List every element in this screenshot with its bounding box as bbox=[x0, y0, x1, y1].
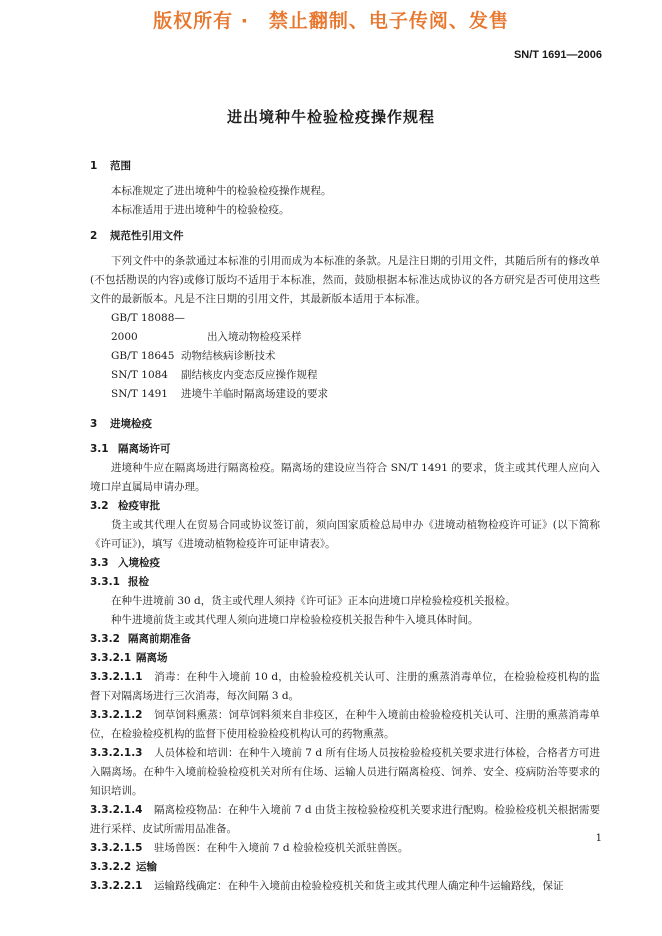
section-number: 2 bbox=[90, 230, 98, 242]
section-heading bbox=[90, 415, 600, 434]
subsection-number: 3.3.1 bbox=[90, 576, 120, 588]
section-title: 范围 bbox=[110, 160, 131, 172]
reference-name: 进境牛羊临时隔离场建设的要求 bbox=[181, 388, 328, 400]
subsection-heading bbox=[90, 649, 600, 668]
document-body bbox=[90, 154, 600, 896]
reference-code: GB/T 18088—2000 bbox=[111, 312, 185, 343]
subsection-number: 3.2 bbox=[90, 500, 109, 512]
section-title: 规范性引用文件 bbox=[110, 230, 184, 242]
numbered-clause bbox=[90, 877, 600, 896]
reference-name: 动物结核病诊断技术 bbox=[181, 350, 276, 362]
clause-text: 驻场兽医：在种牛入境前 7 d 检验检疫机关派驻兽医。 bbox=[154, 842, 409, 854]
reference-name: 副结核皮内变态反应操作规程 bbox=[181, 369, 318, 381]
paragraph: 下列文件中的条款通过本标准的引用而成为本标准的条款。凡是注日期的引用文件，其随后所有的修改单(不包括勘误的内容)或修订版均不适用于本标准，然而，鼓励根据本标准达成协议的各方研究是否可使用这些文件的最新版本。凡是不注日期的引用文件，其最新版本适用于本标准。 bbox=[90, 255, 600, 305]
numbered-clause bbox=[90, 744, 600, 801]
subsection-number: 3.3.2.1 bbox=[90, 652, 132, 664]
clause-number: 3.3.2.1.5 bbox=[90, 842, 143, 854]
standard-number: SN/T 1691—2006 bbox=[513, 49, 602, 61]
subsection-heading bbox=[90, 630, 600, 649]
reference-code: GB/T 18645 bbox=[111, 350, 175, 362]
section-heading bbox=[90, 227, 600, 246]
subsection-number: 3.1 bbox=[90, 443, 109, 455]
section-number: 1 bbox=[90, 160, 98, 172]
clause-text: 人员体检和培训：在种牛入境前 7 d 所有住场人员按检验检疫机关要求进行体检，合格者方可进入隔离场。在种牛入境前检验检疫机关对所有住场、运输人员进行隔离检疫、饲养、安全、疫病防治等要求的知识培训。 bbox=[90, 747, 600, 797]
reference-name: 出入境动物检疫采样 bbox=[207, 331, 302, 343]
section-heading bbox=[90, 157, 600, 176]
clause-text: 隔离检疫物品：在种牛入境前 7 d 由货主按检验检疫机关要求进行配购。检验检疫机关根据需要进行采样、皮试所需用品准备。 bbox=[90, 804, 600, 835]
reference-item bbox=[90, 366, 600, 385]
document-title: 进出境种牛检验检疫操作规程 bbox=[226, 108, 435, 126]
subsection-title: 报检 bbox=[128, 576, 149, 588]
clause-number: 3.3.2.2.1 bbox=[90, 880, 143, 892]
paragraph: 进境种牛应在隔离场进行隔离检疫。隔离场的建设应当符合 SN/T 1491 的要求，货主或其代理人应向入境口岸直属局申请办理。 bbox=[90, 462, 600, 493]
copyright-banner: 版权所有 · 禁止翻制、电子传阅、发售 bbox=[153, 10, 509, 32]
paragraph: 在种牛进境前 30 d，货主或代理人须持《许可证》正本向进境口岸检验检疫机关报检。 bbox=[111, 595, 516, 607]
subsection-title: 隔离场 bbox=[136, 652, 168, 664]
page-number: 1 bbox=[595, 833, 602, 844]
clause-text: 消毒：在种牛入境前 10 d，由检验检疫机关认可、注册的熏蒸消毒单位，在检验检疫机构的监督下对隔离场进行三次消毒，每次间隔 3 d。 bbox=[90, 671, 600, 702]
subsection-heading bbox=[90, 573, 600, 592]
subsection-title: 运输 bbox=[136, 861, 157, 873]
subsection-number: 3.3.2 bbox=[90, 633, 120, 645]
subsection-number: 3.3.2.2 bbox=[90, 861, 132, 873]
reference-code: SN/T 1491 bbox=[111, 388, 168, 400]
reference-item bbox=[90, 347, 600, 366]
subsection-heading bbox=[90, 497, 600, 516]
clause-number: 3.3.2.1.2 bbox=[90, 709, 143, 721]
subsection-title: 入境检疫 bbox=[118, 557, 160, 569]
subsection-title: 检疫审批 bbox=[118, 500, 160, 512]
paragraph: 本标准适用于进出境种牛的检验检疫。 bbox=[111, 204, 290, 216]
numbered-clause bbox=[90, 706, 600, 744]
section-title: 进境检疫 bbox=[110, 418, 152, 430]
section-number: 3 bbox=[90, 418, 98, 430]
clause-text: 运输路线确定：在种牛入境前由检验检疫机关和货主或其代理人确定种牛运输路线，保证 bbox=[154, 880, 564, 892]
numbered-clause bbox=[90, 801, 600, 839]
subsection-heading bbox=[90, 554, 600, 573]
clause-number: 3.3.2.1.3 bbox=[90, 747, 143, 759]
reference-item bbox=[90, 385, 600, 404]
subsection-number: 3.3 bbox=[90, 557, 109, 569]
subsection-title: 隔离场许可 bbox=[118, 443, 171, 455]
paragraph: 货主或其代理人在贸易合同或协议签订前，须向国家质检总局申办《进境动植物检疫许可证》(以下简称《许可证》)，填写《进境动植物检疫许可证申请表》。 bbox=[90, 519, 600, 550]
clause-text: 饲草饲料熏蒸：饲草饲料须来自非疫区，在种牛入境前由检验检疫机关认可、注册的熏蒸消毒单位，在检验检疫机构的监督下使用检验检疫机构认可的药物熏蒸。 bbox=[90, 709, 600, 740]
paragraph: 种牛进境前货主或其代理人须向进境口岸检验检疫机关报告种牛入境具体时间。 bbox=[111, 614, 479, 626]
reference-code: SN/T 1084 bbox=[111, 369, 168, 381]
subsection-title: 隔离前期准备 bbox=[128, 633, 191, 645]
numbered-clause bbox=[90, 668, 600, 706]
paragraph: 本标准规定了进出境种牛的检验检疫操作规程。 bbox=[111, 185, 332, 197]
clause-number: 3.3.2.1.4 bbox=[90, 804, 143, 816]
reference-item bbox=[90, 309, 600, 347]
clause-number: 3.3.2.1.1 bbox=[90, 671, 143, 683]
subsection-heading bbox=[90, 440, 600, 459]
subsection-heading bbox=[90, 858, 600, 877]
numbered-clause bbox=[90, 839, 600, 858]
